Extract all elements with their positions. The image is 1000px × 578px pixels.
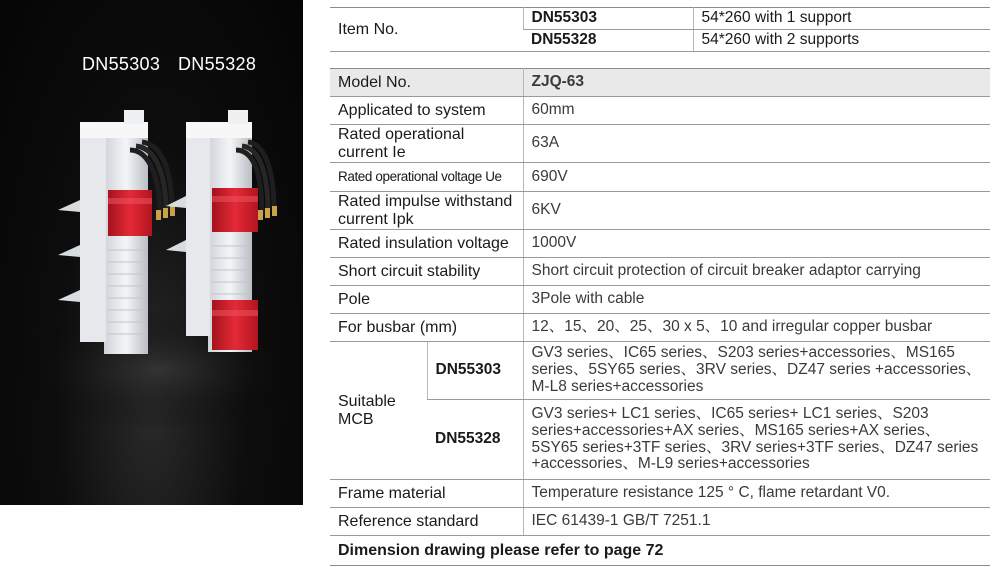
system-label: Applicated to system <box>330 97 523 125</box>
reference-standard-label: Reference standard <box>330 508 523 536</box>
dimension-drawing-note: Dimension drawing please refer to page 72 <box>330 536 990 566</box>
system-value: 60mm <box>523 97 990 125</box>
item-model-dn55328: DN55328 <box>523 30 693 52</box>
insulation-value: 1000V <box>523 230 990 258</box>
table-row <box>330 125 990 163</box>
table-row <box>330 230 990 258</box>
mcb-value-dn55303: GV3 series、IC65 series、S203 series+accessories、MS165 series、5SY65 series、3RV series、DZ47 series +accessories、M-L8 series+accessories <box>523 342 990 400</box>
short-circuit-value: Short circuit protection of circuit breaker adaptor carrying <box>523 258 990 286</box>
mcb-value-dn55328: GV3 series+ LC1 series、IC65 series+ LC1 series、S203 series+accessories+AX series、MS165 series+AX series、5SY65 series+3TF series、3RV series+3TF series、DZ47 series +accessories、M-L9 series+accessories <box>523 400 990 480</box>
table-row <box>330 258 990 286</box>
table-row <box>330 480 990 508</box>
table-row <box>330 286 990 314</box>
frame-material-label: Frame material <box>330 480 523 508</box>
table-row <box>330 192 990 230</box>
impulse-value: 6KV <box>523 192 990 230</box>
product-photo-panel <box>0 0 303 505</box>
current-value: 63A <box>523 125 990 163</box>
photo-label-dn55328: DN55328 <box>178 54 257 74</box>
voltage-value: 690V <box>523 163 990 192</box>
mcb-model-dn55303: DN55303 <box>427 342 523 400</box>
busbar-value: 12、15、20、25、30 x 5、10 and irregular copper busbar <box>523 314 990 342</box>
reference-standard-value: IEC 61439-1 GB/T 7251.1 <box>523 508 990 536</box>
impulse-label: Rated impulse withstand current Ipk <box>330 192 523 230</box>
short-circuit-label: Short circuit stability <box>330 258 523 286</box>
table-row <box>330 400 990 480</box>
table-row <box>330 8 990 30</box>
table-row <box>330 69 990 97</box>
item-model-dn55303: DN55303 <box>523 8 693 30</box>
table-row <box>330 163 990 192</box>
model-no-value: ZJQ-63 <box>523 69 990 97</box>
pole-label: Pole <box>330 286 523 314</box>
item-number-table <box>330 7 990 52</box>
adaptor-illustration <box>0 0 303 505</box>
model-no-label: Model No. <box>330 69 523 97</box>
item-no-label: Item No. <box>330 8 523 52</box>
pole-value: 3Pole with cable <box>523 286 990 314</box>
busbar-label: For busbar (mm) <box>330 314 523 342</box>
table-row <box>330 508 990 536</box>
frame-material-value: Temperature resistance 125 ° C, flame retardant V0. <box>523 480 990 508</box>
current-label: Rated operational current Ie <box>330 125 523 163</box>
specification-table <box>330 68 990 566</box>
mcb-model-dn55328: DN55328 <box>427 400 523 480</box>
photo-label-dn55303: DN55303 <box>82 54 161 74</box>
table-row <box>330 342 990 400</box>
item-desc-dn55303: 54*260 with 1 support <box>693 8 990 30</box>
table-row <box>330 97 990 125</box>
item-desc-dn55328: 54*260 with 2 supports <box>693 30 990 52</box>
voltage-label: Rated operational voltage Ue <box>330 163 523 192</box>
table-row <box>330 536 990 566</box>
suitable-mcb-label: Suitable MCB <box>330 342 427 480</box>
table-row <box>330 314 990 342</box>
insulation-label: Rated insulation voltage <box>330 230 523 258</box>
